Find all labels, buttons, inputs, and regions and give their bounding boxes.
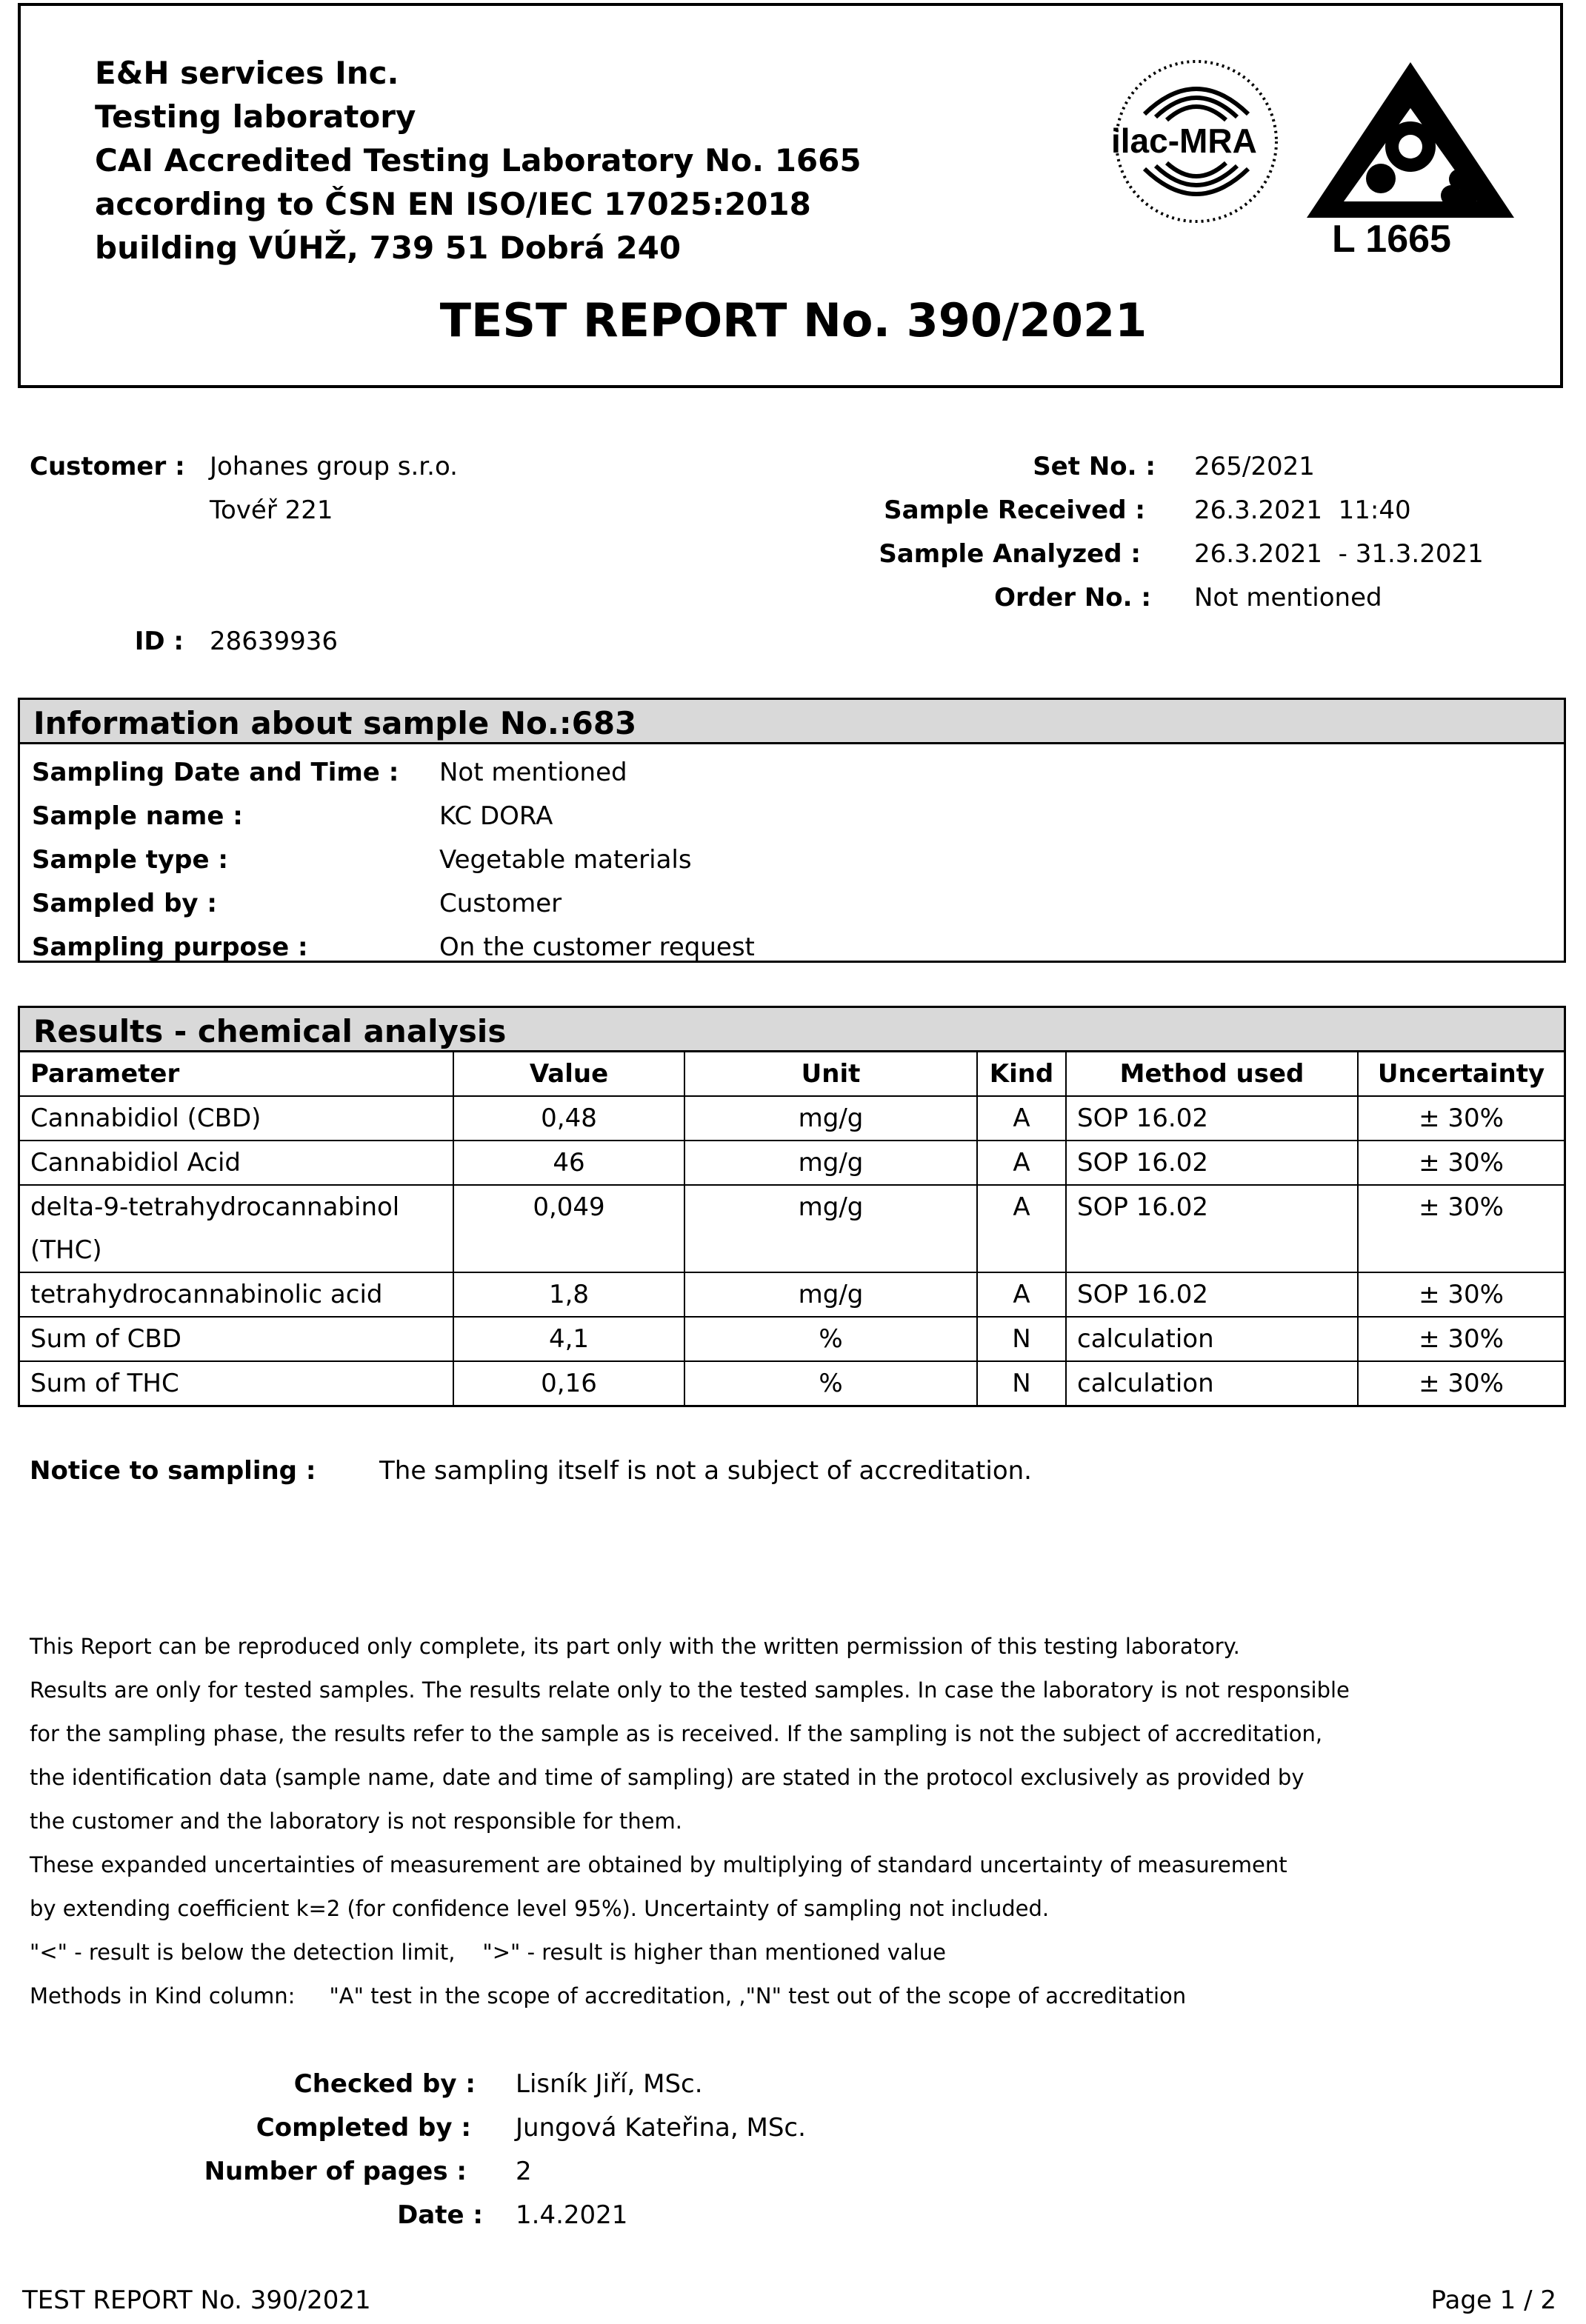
sampling-purpose-value: On the customer request <box>439 932 755 962</box>
disclaimer-line: This Report can be reproduced only complete, its part only with the written permission of this testing laboratory. <box>30 1634 1240 1659</box>
date-label: Date : <box>397 2200 483 2230</box>
kind-cell: A <box>977 1185 1066 1272</box>
set-no-label: Set No. : <box>1033 452 1156 481</box>
sample-info-header <box>20 700 1564 744</box>
parameter-cell: Sum of THC <box>20 1361 453 1405</box>
sample-received-label: Sample Received : <box>884 495 1145 525</box>
completed-by-value: Jungová Kateřina, MSc. <box>516 2113 806 2143</box>
sample-analyzed-value: 26.3.2021 - 31.3.2021 <box>1194 539 1484 569</box>
unit-cell: mg/g <box>684 1185 977 1272</box>
notice-text: The sampling itself is not a subject of accreditation. <box>379 1456 1032 1486</box>
sample-type-value: Vegetable materials <box>439 845 692 875</box>
uncertainty-cell: ± 30% <box>1358 1272 1564 1317</box>
results-header-row <box>20 1052 1564 1096</box>
unit-cell: mg/g <box>684 1141 977 1185</box>
sampled-by-value: Customer <box>439 889 562 918</box>
accreditation-number: L 1665 <box>1332 218 1451 261</box>
disclaimer-line: Methods in Kind column: "A" test in the scope of accreditation, ,"N" test out of the scope of accreditation <box>30 1983 1187 2009</box>
number-of-pages-value: 2 <box>516 2157 532 2186</box>
sample-name-value: KC DORA <box>439 801 553 831</box>
disclaimer-line: for the sampling phase, the results refer to the sample as is received. If the sampling is not the subject of accreditation, <box>30 1721 1323 1746</box>
sample-name-label: Sample name : <box>32 801 243 831</box>
sampling-purpose-label: Sampling purpose : <box>32 932 308 962</box>
unit-cell: % <box>684 1361 977 1405</box>
unit-cell: mg/g <box>684 1096 977 1141</box>
parameter-cell: Sum of CBD <box>20 1317 453 1361</box>
value-cell: 0,049 <box>453 1185 684 1272</box>
method-cell: SOP 16.02 <box>1066 1185 1358 1272</box>
disclaimer-line: by extending coefficient k=2 (for confidence level 95%). Uncertainty of sampling not included. <box>30 1896 1050 1921</box>
unit-cell: mg/g <box>684 1272 977 1317</box>
lab-name: E&H services Inc. <box>95 55 399 91</box>
lab-address: building VÚHŽ, 739 51 Dobrá 240 <box>95 230 682 266</box>
report-header <box>18 3 1563 388</box>
unit-cell: % <box>684 1317 977 1361</box>
value-cell: 0,16 <box>453 1361 684 1405</box>
disclaimer-line: "<" - result is below the detection limit, ">" - result is higher than mentioned value <box>30 1940 946 1965</box>
sample-info-section <box>18 698 1566 963</box>
value-cell: 4,1 <box>453 1317 684 1361</box>
date-value: 1.4.2021 <box>516 2200 628 2230</box>
results-title: Results - chemical analysis <box>33 1013 507 1049</box>
sampled-by-label: Sampled by : <box>32 889 218 918</box>
method-cell: SOP 16.02 <box>1066 1272 1358 1317</box>
parameter-cell: tetrahydrocannabinolic acid <box>20 1272 453 1317</box>
kind-cell: N <box>977 1361 1066 1405</box>
col-value: Value <box>453 1052 684 1096</box>
col-parameter: Parameter <box>20 1052 453 1096</box>
set-no-value: 265/2021 <box>1194 452 1315 481</box>
lab-type: Testing laboratory <box>95 98 416 135</box>
sample-info-title: Information about sample No.:683 <box>33 705 637 741</box>
completed-by-label: Completed by : <box>256 2113 471 2143</box>
parameter-cell: delta-9-tetrahydrocannabinol (THC) <box>20 1185 453 1272</box>
method-cell: calculation <box>1066 1361 1358 1405</box>
notice-label: Notice to sampling : <box>30 1456 316 1486</box>
table-row <box>20 1317 1564 1361</box>
checked-by-label: Checked by : <box>293 2069 476 2099</box>
method-cell: SOP 16.02 <box>1066 1096 1358 1141</box>
col-unit: Unit <box>684 1052 977 1096</box>
order-no-label: Order No. : <box>994 583 1151 612</box>
results-table <box>20 1052 1564 1405</box>
ilac-mra-logo <box>1111 56 1282 227</box>
disclaimer-line: the identification data (sample name, date and time of sampling) are stated in the protocol exclusively as provided by <box>30 1765 1305 1790</box>
results-section <box>18 1006 1566 1407</box>
lab-accreditation: CAI Accredited Testing Laboratory No. 1665 <box>95 142 862 178</box>
order-no-value: Not mentioned <box>1194 583 1382 612</box>
footer-page-number: Page 1 / 2 <box>1430 2285 1556 2315</box>
uncertainty-cell: ± 30% <box>1358 1361 1564 1405</box>
sampling-date-label: Sampling Date and Time : <box>32 758 399 787</box>
col-method: Method used <box>1066 1052 1358 1096</box>
sampling-date-value: Not mentioned <box>439 758 627 787</box>
kind-cell: A <box>977 1096 1066 1141</box>
table-row <box>20 1185 1564 1272</box>
col-uncertainty: Uncertainty <box>1358 1052 1564 1096</box>
uncertainty-cell: ± 30% <box>1358 1141 1564 1185</box>
report-title: TEST REPORT No. 390/2021 <box>439 293 1147 347</box>
kind-cell: N <box>977 1317 1066 1361</box>
col-kind: Kind <box>977 1052 1066 1096</box>
sample-analyzed-label: Sample Analyzed : <box>879 539 1141 569</box>
uncertainty-cell: ± 30% <box>1358 1185 1564 1272</box>
uncertainty-cell: ± 30% <box>1358 1096 1564 1141</box>
parameter-cell: Cannabidiol (CBD) <box>20 1096 453 1141</box>
footer-report-number: TEST REPORT No. 390/2021 <box>22 2285 371 2315</box>
value-cell: 1,8 <box>453 1272 684 1317</box>
results-header <box>20 1008 1564 1052</box>
disclaimer-line: the customer and the laboratory is not responsible for them. <box>30 1809 682 1834</box>
disclaimer <box>30 1625 1350 2018</box>
table-row <box>20 1141 1564 1185</box>
method-cell: calculation <box>1066 1317 1358 1361</box>
sample-received-value: 26.3.2021 11:40 <box>1194 495 1411 525</box>
kind-cell: A <box>977 1141 1066 1185</box>
customer-name: Johanes group s.r.o. <box>210 452 458 481</box>
number-of-pages-label: Number of pages : <box>204 2157 467 2186</box>
customer-id: 28639936 <box>210 627 339 656</box>
value-cell: 0,48 <box>453 1096 684 1141</box>
kind-cell: A <box>977 1272 1066 1317</box>
ilac-mra-text: ilac-MRA <box>1111 121 1257 160</box>
parameter-cell: Cannabidiol Acid <box>20 1141 453 1185</box>
customer-address: Tovéř 221 <box>210 495 333 525</box>
table-row <box>20 1096 1564 1141</box>
customer-id-label: ID : <box>134 627 184 656</box>
disclaimer-line: Results are only for tested samples. The results relate only to the tested samples. In case the laboratory is not responsible <box>30 1677 1350 1703</box>
uncertainty-cell: ± 30% <box>1358 1317 1564 1361</box>
accreditation-mark-logo <box>1299 56 1522 234</box>
table-row <box>20 1361 1564 1405</box>
method-cell: SOP 16.02 <box>1066 1141 1358 1185</box>
checked-by-value: Lisník Jiří, MSc. <box>516 2069 703 2099</box>
value-cell: 46 <box>453 1141 684 1185</box>
sample-type-label: Sample type : <box>32 845 228 875</box>
disclaimer-line: These expanded uncertainties of measurement are obtained by multiplying of standard uncertainty of measurement <box>30 1852 1287 1877</box>
customer-label: Customer : <box>30 452 185 481</box>
lab-standard: according to ČSN EN ISO/IEC 17025:2018 <box>95 186 811 222</box>
table-row <box>20 1272 1564 1317</box>
